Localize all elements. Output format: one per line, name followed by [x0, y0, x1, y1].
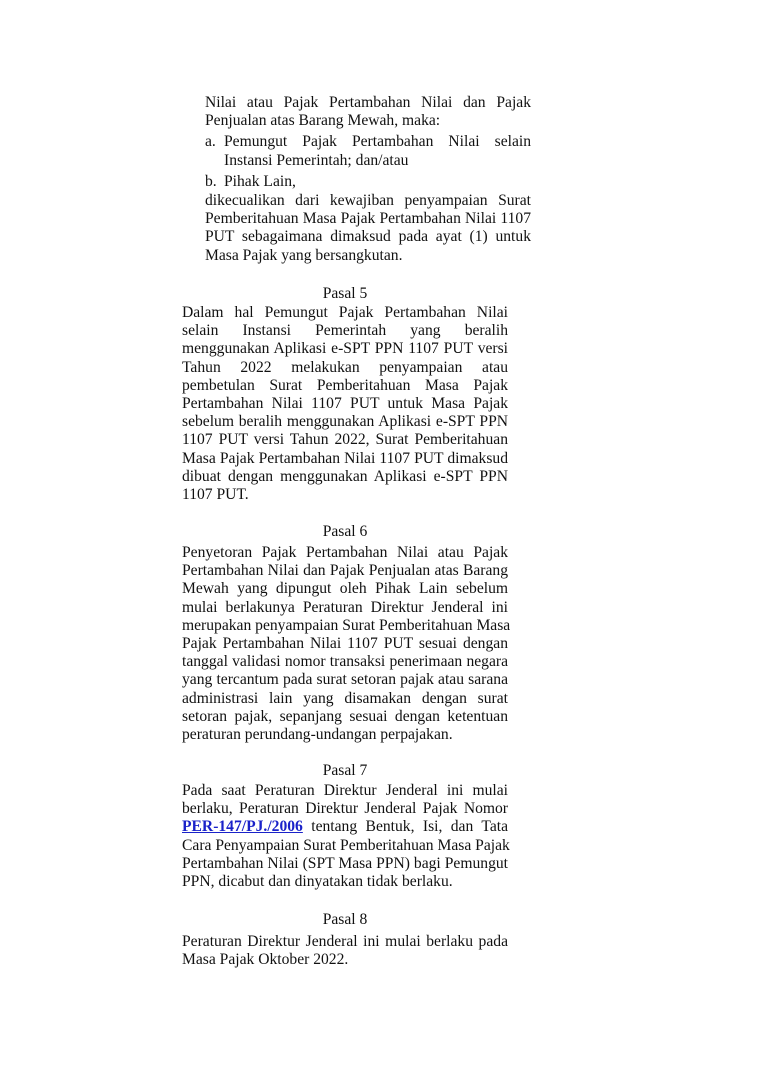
closing-paragraph — [205, 192, 531, 265]
text-line: 1107 PUT. — [182, 485, 249, 503]
pasal-8-heading: Pasal 8 — [322, 911, 368, 928]
pasal-6-paragraph — [182, 544, 511, 744]
text-line: mulai berlakunya Peraturan Direktur Jenderal ini — [182, 598, 508, 616]
text-line: Instansi Pemerintah; dan/atau — [224, 151, 409, 169]
text-line: Mewah yang dipungut oleh Pihak Lain sebelum — [182, 580, 508, 598]
text-line: Pihak Lain, — [224, 172, 296, 190]
text-line: setoran pajak, sepanjang sesuai dengan ketentuan — [182, 707, 508, 725]
text-line: PPN, dicabut dan dinyatakan tidak berlaku. — [182, 872, 453, 890]
text-line: Masa Pajak yang bersangkutan. — [205, 246, 403, 264]
list-item-b — [205, 173, 531, 191]
text-line: Tahun 2022 melakukan penyampaian atau — [182, 358, 508, 376]
pasal-8-paragraph — [182, 933, 508, 969]
text-line: Pemungut Pajak Pertambahan Nilai selain — [224, 133, 531, 151]
pasal-6-heading: Pasal 6 — [322, 523, 368, 540]
text-line — [182, 818, 508, 836]
text-line: Pajak Pertambahan Nilai 1107 PUT sesuai dengan — [182, 634, 508, 652]
pasal-5-heading: Pasal 5 — [322, 285, 368, 302]
text-line: menggunakan Aplikasi e-SPT PPN 1107 PUT versi — [182, 340, 508, 358]
text-line: PUT sebagaimana dimaksud pada ayat (1) untuk — [205, 228, 531, 246]
text-line: sebelum beralih menggunakan Aplikasi e-SPT PPN — [182, 413, 508, 431]
pasal-7-paragraph — [182, 782, 508, 891]
text-line: Nilai atau Pajak Pertambahan Nilai dan Pajak — [205, 94, 531, 111]
text-line: Pertambahan Nilai 1107 PUT untuk Masa Pajak — [182, 394, 508, 412]
text-line: Peraturan Direktur Jenderal ini mulai berlaku pada — [182, 933, 508, 950]
text-line: yang tercantum pada surat setoran pajak atau sarana — [182, 671, 508, 689]
text-line: pembetulan Surat Pemberitahuan Masa Pajak — [182, 376, 508, 394]
text-line: merupakan penyampaian Surat Pemberitahuan Masa — [182, 616, 511, 634]
text-line: Dalam hal Pemungut Pajak Pertambahan Nilai — [182, 304, 508, 321]
list-item-a — [205, 133, 531, 169]
text-line: 1107 PUT versi Tahun 2022, Surat Pemberitahuan — [182, 431, 508, 449]
list-marker: a. — [205, 133, 216, 151]
text-line: dikecualikan dari kewajiban penyampaian Surat — [205, 191, 531, 209]
text-line: Pemberitahuan Masa Pajak Pertambahan Nilai 1107 — [205, 210, 531, 228]
list-marker: b. — [205, 172, 217, 190]
text-line-rest: tentang Bentuk, Isi, dan Tata — [302, 818, 508, 836]
text-line: Masa Pajak Pertambahan Nilai 1107 PUT dimaksud — [182, 449, 508, 467]
text-line: selain Instansi Pemerintah yang beralih — [182, 322, 508, 340]
text-line: Cara Penyampaian Surat Pemberitahuan Masa Pajak — [182, 836, 510, 854]
pasal-5-paragraph — [182, 304, 508, 504]
text-line: administrasi lain yang disamakan dengan surat — [182, 689, 508, 707]
text-line: peraturan perundang-undangan perpajakan. — [182, 725, 453, 743]
intro-section — [205, 94, 531, 265]
text-line: Pertambahan Nilai dan Pajak Penjualan atas Barang — [182, 562, 508, 580]
pasal-7-heading: Pasal 7 — [322, 762, 368, 779]
regulation-link[interactable]: PER-147/PJ./2006 — [182, 818, 303, 836]
text-line: Pertambahan Nilai (SPT Masa PPN) bagi Pemungut — [182, 854, 508, 872]
text-line: dibuat dengan menggunakan Aplikasi e-SPT PPN — [182, 467, 508, 485]
text-line: Masa Pajak Oktober 2022. — [182, 951, 349, 969]
text-line: Pada saat Peraturan Direktur Jenderal ini mulai — [182, 782, 508, 799]
text-line: tanggal validasi nomor transaksi penerimaan negara — [182, 653, 508, 671]
text-line: berlaku, Peraturan Direktur Jenderal Pajak Nomor — [182, 800, 508, 818]
text-line: Penjualan atas Barang Mewah, maka: — [205, 112, 441, 130]
text-line: Penyetoran Pajak Pertambahan Nilai atau Pajak — [182, 544, 508, 561]
